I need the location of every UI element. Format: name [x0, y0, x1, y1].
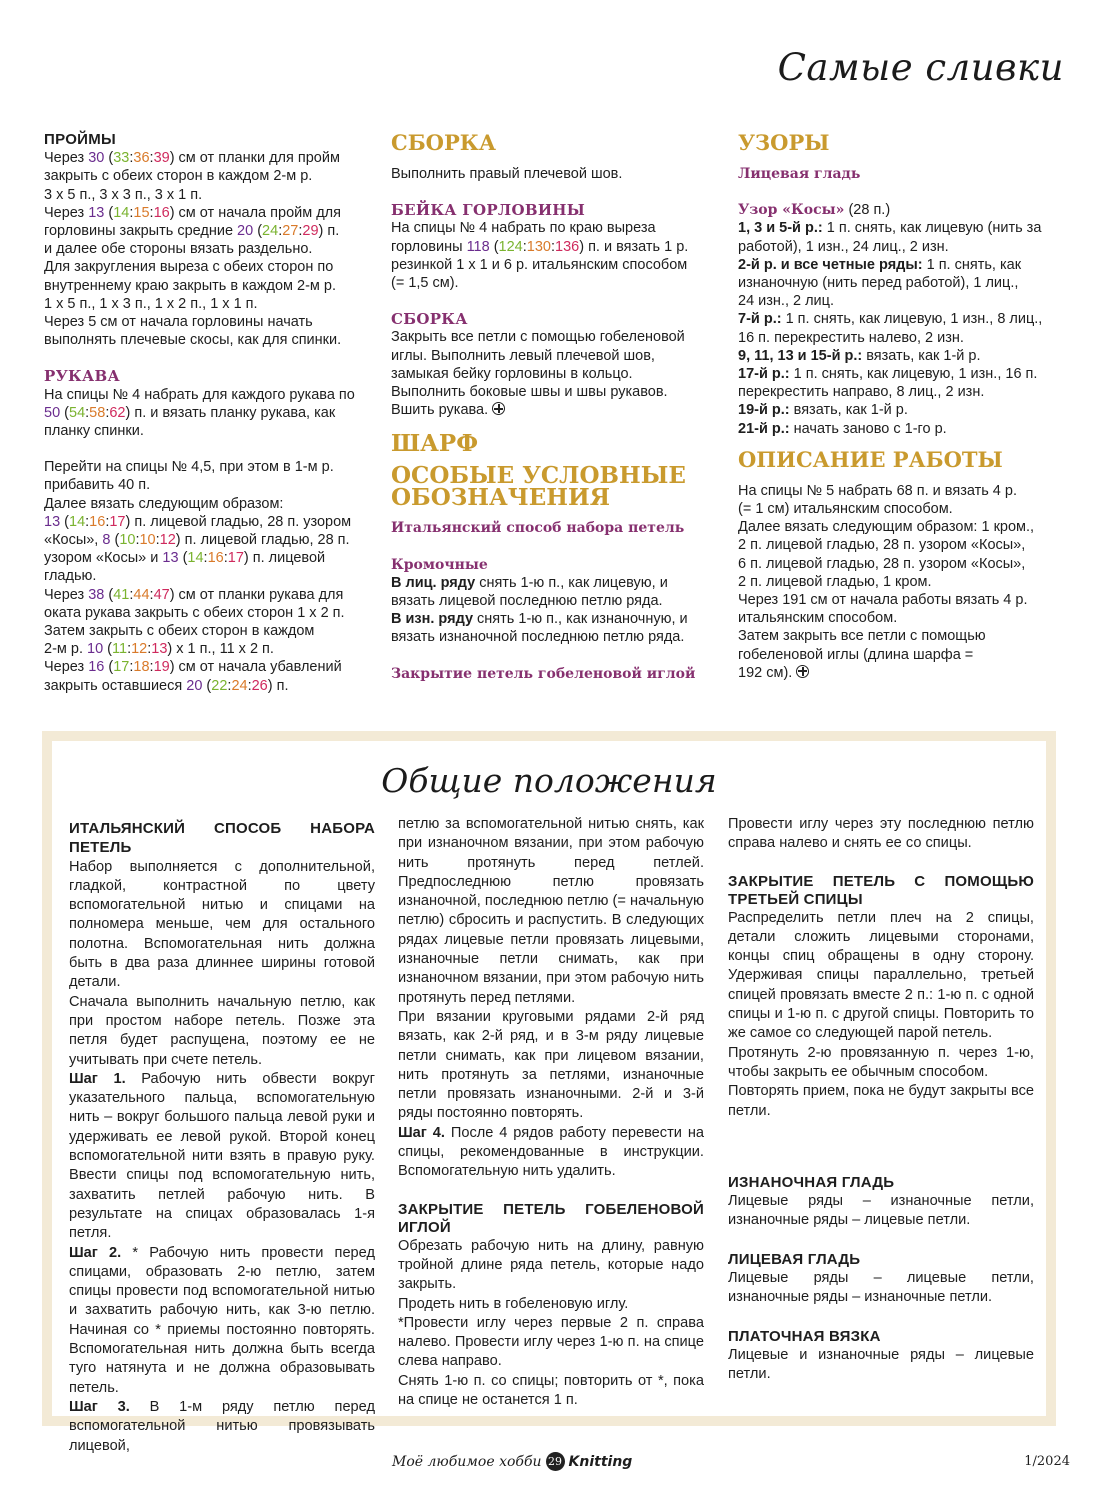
size-number: 17	[109, 513, 126, 530]
size-number: 41	[113, 586, 130, 603]
italian-cast-on-p2: Сначала выполнить начальную петлю, как при простом наборе петель. Позже эта петля будет распущена, поэтому ее не учитывать при счете петель.	[69, 993, 375, 1068]
size-number: 13	[44, 513, 61, 530]
box-title: Общие положения	[381, 761, 717, 800]
stockinette-title: ЛИЦЕВАЯ ГЛАДЬ	[728, 1250, 861, 1268]
section-title-opisanie: ОПИСАНИЕ РАБОТЫ	[738, 446, 1003, 472]
subtitle-italian-cast-on: Итальянский способ набора петель	[391, 520, 685, 537]
tapestry-p1: Обрезать рабочую нить на длину, равную тройной длине ряда петель, которые надо закрыть.	[398, 1237, 704, 1293]
text-line: На спицы № 4 набрать по краю выреза	[391, 220, 656, 237]
text-line: Через 38 (41:44:47) см от планки рукава для	[44, 586, 344, 603]
opisanie-line: итальянским способом.	[738, 610, 898, 627]
size-number: 24	[231, 677, 248, 694]
magazine-name: Моё любимое хобби	[392, 1453, 542, 1470]
size-number: 19	[153, 659, 170, 676]
size-number: 10	[119, 532, 136, 549]
size-number: 14	[187, 550, 204, 567]
opisanie-line: 2 п. лицевой гладью, 1 кром.	[738, 573, 932, 590]
size-number: 136	[555, 238, 580, 255]
text-line: горловины 118 (124:130:136) п. и вязать 1 р.	[391, 238, 689, 255]
step-4-text: После 4 рядов работу перевести на спицы, рекомендованные в инструкции. Вспомогательную нить удалить.	[398, 1124, 705, 1180]
size-number: 13	[151, 641, 168, 658]
italian-cast-on-p1: Набор выполняется с дополнительной, гладкой, контрастной по цвету вспомогательной нитью и спицами на полномера меньше, чем для остального полотна. Вспомогательная нить должна быть в два раза длиннее ширины готовой детали.	[69, 858, 375, 991]
text-line: выполнять плечевые скосы, как для спинки.	[44, 332, 342, 349]
text-line: 7-й р.: 1 п. снять, как лицевую, 1 изн., 8 лиц.,	[738, 311, 1043, 328]
text-line: 16 п. перекрестить налево, 2 изн.	[738, 329, 964, 346]
sborka-2-line: Закрыть все петли с помощью гобеленовой	[391, 329, 685, 346]
text-line: На спицы № 4 набрать для каждого рукава по	[44, 386, 355, 403]
size-number: 14	[113, 204, 130, 221]
text-line: Через 5 см от начала горловины начать	[44, 314, 313, 331]
size-number: 29	[302, 223, 319, 240]
opisanie-line: гобеленовой иглы (длина шарфа =	[738, 646, 974, 663]
edge-rule-knit-text-2: вязать лицевой последнюю петлю ряда.	[391, 593, 663, 610]
proymy-text	[44, 149, 374, 349]
text-line: изнаночную (нить перед работой), 1 лиц.,	[738, 275, 1019, 292]
text-line: гладью.	[44, 568, 97, 585]
text-line: «Косы», 8 (10:10:12) п. лицевой гладью, 28 п.	[44, 532, 350, 549]
text-line: резинкой 1 х 1 и 6 р. итальянским способом	[391, 256, 688, 273]
size-number: 12	[159, 532, 176, 549]
opisanie-line: Далее вязать следующим образом: 1 кром.,	[738, 519, 1035, 536]
size-number: 54	[69, 404, 86, 421]
size-number: 26	[251, 677, 268, 694]
text-line: и далее обе стороны вязать раздельно.	[44, 241, 313, 258]
size-number: 38	[88, 586, 105, 603]
size-number: 36	[133, 150, 150, 167]
step-3-label: Шаг 3.	[69, 1398, 130, 1415]
size-number: 58	[89, 404, 106, 421]
size-number: 118	[466, 238, 490, 255]
text-line: (= 1,5 см).	[391, 275, 459, 292]
step-2-text: * Рабочую нить провести перед спицами, образовать 2-ю петлю, затем спицы провести под вспомогательной нитью и захватить рабочую нить, как 3-ю петлю. Начиная со * приемы постоянно повторять. Вспомогательная нить должна быть всегда туго натянута и не должна образовывать петель.	[69, 1244, 375, 1396]
size-number: 27	[282, 223, 299, 240]
text-line: Через 30 (33:36:39) см от планки для пройм	[44, 150, 340, 167]
stockinette-text: Лицевые ряды – лицевые петли, изнаночные ряды – изнаночные петли.	[728, 1270, 1034, 1306]
section-title-special-1: ОСОБЫЕ УСЛОВНЫЕ	[391, 462, 686, 490]
size-number: 16	[88, 659, 105, 676]
box-column-1	[69, 819, 375, 1456]
edge-rule-purl-text-2: вязать изнаночной последнюю петлю ряда.	[391, 629, 685, 646]
size-number: 30	[88, 150, 105, 167]
third-needle-title: ЗАКРЫТИЕ ПЕТЕЛЬ С ПОМОЩЬЮ ТРЕТЬЕЙ СПИЦЫ	[728, 872, 1034, 908]
third-needle-p1: Распределить петли плеч на 2 спицы, детали сложить лицевыми сторонами, концы спиц обращены в одну сторону. Удерживая спицы параллельно, третьей спицей провязать вместе 2 п.: 1-ю п. с одной спицы и 1-ю п. с другой спицы. Повторить то же самое со следующей парой петель.	[728, 909, 1034, 1042]
italian-cast-on-title: ИТАЛЬЯНСКИЙ СПОСОБ НАБОРА ПЕТЕЛЬ	[69, 820, 375, 857]
size-number: 12	[131, 641, 148, 658]
sborka-2-line: Выполнить боковые швы и швы рукавов.	[391, 384, 668, 401]
opisanie-line: На спицы № 5 набрать 68 п. и вязать 4 р.	[738, 482, 1017, 499]
size-number: 13	[162, 550, 179, 567]
reverse-stockinette-title: ИЗНАНОЧНАЯ ГЛАДЬ	[728, 1173, 895, 1191]
text-line: горловины закрыть средние 20 (24:27:29) п.	[44, 223, 340, 240]
page-number: 29	[546, 1452, 565, 1471]
text-line: оката рукава закрыть с обеих сторон 1 х 2 п.	[44, 604, 345, 621]
section-title-uzory: УЗОРЫ	[738, 130, 830, 155]
third-needle-p3: Повторять прием, пока не будут закрыты все петли.	[728, 1083, 1034, 1119]
rukava-text	[44, 386, 374, 441]
sborka-2-text	[391, 328, 721, 419]
opisanie-line: 6 п. лицевой гладью, 28 п. узором «Косы»,	[738, 555, 1026, 572]
size-number: 124	[498, 238, 523, 255]
page-title: Самые сливки	[777, 46, 1064, 89]
issue-number: 1/2024	[1024, 1454, 1070, 1469]
column-right	[738, 131, 1068, 682]
opisanie-line: 2 п. лицевой гладью, 28 п. узором «Косы»,	[738, 537, 1026, 554]
cables-rows-text	[738, 219, 1068, 437]
magazine-section: Knitting	[568, 1453, 633, 1470]
size-number: 62	[109, 404, 126, 421]
size-number: 50	[44, 404, 61, 421]
text-line: Для закругления выреза с обеих сторон по	[44, 259, 334, 276]
text-line: 1, 3 и 5-й р.: 1 п. снять, как лицевую (нить за	[738, 220, 1042, 237]
text-line: закрыть оставшиеся 20 (22:24:26) п.	[44, 677, 289, 694]
opisanie-line: (= 1 см) итальянским способом.	[738, 501, 953, 518]
text-line: работой), 1 изн., 24 лиц., 2 изн.	[738, 238, 949, 255]
subtitle-edge-stitches: Кромочные	[391, 556, 488, 573]
subtitle-stockinette: Лицевая гладь	[738, 166, 861, 182]
size-number: 14	[69, 513, 86, 530]
text-line: Через 16 (17:18:19) см от начала убавлений	[44, 659, 342, 676]
size-number: 22	[211, 677, 228, 694]
text-line: 13 (14:16:17) п. лицевой гладью, 28 п. узором	[44, 513, 352, 530]
sborka-2-line: Вшить рукава.	[391, 402, 489, 419]
opisanie-line: Затем закрыть все петли с помощью	[738, 628, 986, 645]
text-line: 21-й р.: начать заново с 1-го р.	[738, 420, 947, 437]
step-1-label: Шаг 1.	[69, 1070, 126, 1087]
size-number: 13	[88, 204, 105, 221]
footer-magazine	[392, 1452, 632, 1471]
text-line: Затем закрыть с обеих сторон в каждом	[44, 623, 315, 640]
edge-rule-knit-label: В лиц. ряду	[391, 574, 476, 591]
size-number: 16	[207, 550, 224, 567]
tapestry-p2: Продеть нить в гобеленовую иглу.	[398, 1295, 629, 1312]
text-line: прибавить 40 п.	[44, 477, 151, 494]
section-title-special-2: ОБОЗНАЧЕНИЯ	[391, 484, 611, 512]
tapestry-continued: Провести иглу через эту последнюю петлю справа налево и снять ее со спицы.	[728, 816, 1034, 852]
edge-rule-purl-label: В изн. ряду	[391, 611, 474, 628]
text-line: Далее вязать следующим образом:	[44, 495, 284, 512]
tapestry-p3: *Провести иглу через первые 2 п. справа налево. Провести иглу через 1-ю п. на спице слева направо.	[398, 1314, 704, 1370]
section-title-proymy: ПРОЙМЫ	[44, 131, 117, 148]
edge-rule-knit-text: снять 1-ю п., как лицевую, и	[475, 574, 668, 591]
text-line: 50 (54:58:62) п. и вязать планку рукава, как	[44, 404, 336, 421]
opisanie-line: Через 191 см от начала работы вязать 4 р.	[738, 592, 1028, 609]
end-marker-icon	[796, 665, 809, 678]
text-line: внутреннему краю закрыть в каждом 2-м р.	[44, 277, 337, 294]
size-number: 8	[102, 532, 111, 549]
size-number: 16	[89, 513, 106, 530]
size-number: 17	[113, 659, 130, 676]
size-number: 33	[113, 150, 130, 167]
garter-stitch-title: ПЛАТОЧНАЯ ВЯЗКА	[728, 1327, 881, 1345]
text-line: Через 13 (14:15:16) см от начала пройм для	[44, 204, 341, 221]
sborka-2-line: иглы. Выполнить левый плечевой шов,	[391, 347, 655, 364]
reverse-stockinette-text: Лицевые ряды – изнаночные петли, изнаночные ряды – лицевые петли.	[728, 1193, 1034, 1229]
step-2-label: Шаг 2.	[69, 1244, 122, 1261]
opisanie-line: 192 см).	[738, 664, 793, 681]
section-title-rukava: РУКАВА	[44, 367, 121, 386]
text-line: 1 х 5 п., 1 х 3 п., 1 х 2 п., 1 х 1 п.	[44, 295, 258, 312]
circular-rows-text: При вязании круговыми рядами 2-й ряд вязать, как 2-й ряд, и в 3-м ряду лицевые петли снимать, как при лицевом вязании, нить протянуть за петлями, изнаночные петли провязать изнаночными. 2-й и 3-й ряды постоянно повторять.	[398, 1008, 704, 1122]
tapestry-p4: Снять 1-ю п. со спицы; повторить от *, пока на спице не останется 1 п.	[398, 1372, 704, 1409]
size-number: 39	[153, 150, 170, 167]
column-left	[44, 131, 374, 695]
step-3-continued: петлю за вспомогательной нитью снять, как при изнаночном вязании, при этом рабочую нить протянуть перед петлей. Предпоследнюю петлю провязать изнаночной, последнюю петлю (= начальную петлю) сбросить и распустить. В следующих рядах лицевые петли провязать лицевыми, изнаночные петли снимать, как при изнаночном вязании, при этом рабочую нить протянуть перед петлями.	[398, 816, 704, 1006]
size-number: 24	[262, 223, 279, 240]
step-4-label: Шаг 4.	[398, 1124, 445, 1141]
sborka-text: Выполнить правый плечевой шов.	[391, 166, 623, 182]
text-line: 19-й р.: вязать, как 1-й р.	[738, 402, 908, 419]
size-number: 10	[87, 641, 104, 658]
size-number: 11	[112, 641, 128, 658]
section-title-sharf: ШАРФ	[391, 430, 479, 458]
size-number: 10	[139, 532, 156, 549]
size-number: 20	[186, 677, 203, 694]
size-number: 47	[153, 586, 170, 603]
rukava-continued-text	[44, 458, 374, 695]
text-line: перекрестить направо, 8 лиц., 2 изн.	[738, 384, 985, 401]
text-line: 2-м р. 10 (11:12:13) х 1 п., 11 х 2 п.	[44, 641, 274, 658]
section-title-sborka: СБОРКА	[391, 130, 496, 155]
general-rules-box	[42, 731, 1056, 1454]
column-middle	[391, 131, 721, 683]
size-number: 20	[237, 223, 254, 240]
third-needle-p2: Протянуть 2-ю провязанную п. через 1-ю, чтобы закрыть ее обычным способом.	[728, 1044, 1034, 1080]
box-column-2	[398, 815, 704, 1410]
text-line: закрыть с обеих сторон в каждом 2-м р.	[44, 168, 313, 185]
sborka-2-line: замыкая бейку горловины в кольцо.	[391, 365, 633, 382]
garter-stitch-text: Лицевые и изнаночные ряды – лицевые петли.	[728, 1346, 1034, 1383]
tapestry-bind-off-title: ЗАКРЫТИЕ ПЕТЕЛЬ ГОБЕЛЕНОВОЙ ИГЛОЙ	[398, 1200, 704, 1236]
box-column-3	[728, 815, 1034, 1385]
section-title-sborka-2: СБОРКА	[391, 310, 468, 329]
size-number: 17	[227, 550, 244, 567]
step-1-text: Рабочую нить обвести вокруг указательного пальца, вспомогательную нить – вокруг большого пальца левой руки и удерживать ее левой рукой. Второй конец вспомогательной нити взять в правую руку. Ввести спицы под вспомогательную нить, захватить петлей рабочую нить. В результате на спицах образовалась 1-я петля.	[69, 1070, 375, 1242]
size-number: 44	[133, 586, 150, 603]
beyka-text	[391, 219, 721, 292]
size-number: 16	[153, 204, 170, 221]
subtitle-tapestry-bind-off: Закрытие петель гобеленовой иглой	[391, 665, 696, 682]
subtitle-cables: Узор «Косы»	[738, 202, 845, 219]
text-line: 3 х 5 п., 3 х 3 п., 3 х 1 п.	[44, 186, 203, 203]
text-line: 24 изн., 2 лиц.	[738, 293, 834, 310]
size-number: 15	[133, 204, 150, 221]
opisanie-text	[738, 482, 1068, 682]
end-marker-icon	[492, 402, 505, 415]
step-3-text: В 1-м ряду петлю перед вспомогательной нитью провязывать лицевой,	[69, 1398, 375, 1454]
edge-rule-purl-text: снять 1-ю п., как изнаночную, и	[473, 611, 688, 628]
text-line: Перейти на спицы № 4,5, при этом в 1-м р.	[44, 459, 334, 476]
section-title-beyka: БЕЙКА ГОРЛОВИНЫ	[391, 201, 586, 220]
text-line: 9, 11, 13 и 15-й р.: вязать, как 1-й р.	[738, 347, 981, 364]
size-number: 130	[526, 238, 551, 255]
text-line: планку спинки.	[44, 423, 144, 440]
cables-stitch-count: (28 п.)	[844, 202, 891, 219]
text-line: 2-й р. и все четные ряды: 1 п. снять, как	[738, 256, 1022, 273]
text-line: 17-й р.: 1 п. снять, как лицевую, 1 изн., 16 п.	[738, 366, 1038, 383]
text-line: узором «Косы» и 13 (14:16:17) п. лицевой	[44, 550, 326, 567]
size-number: 18	[133, 659, 150, 676]
